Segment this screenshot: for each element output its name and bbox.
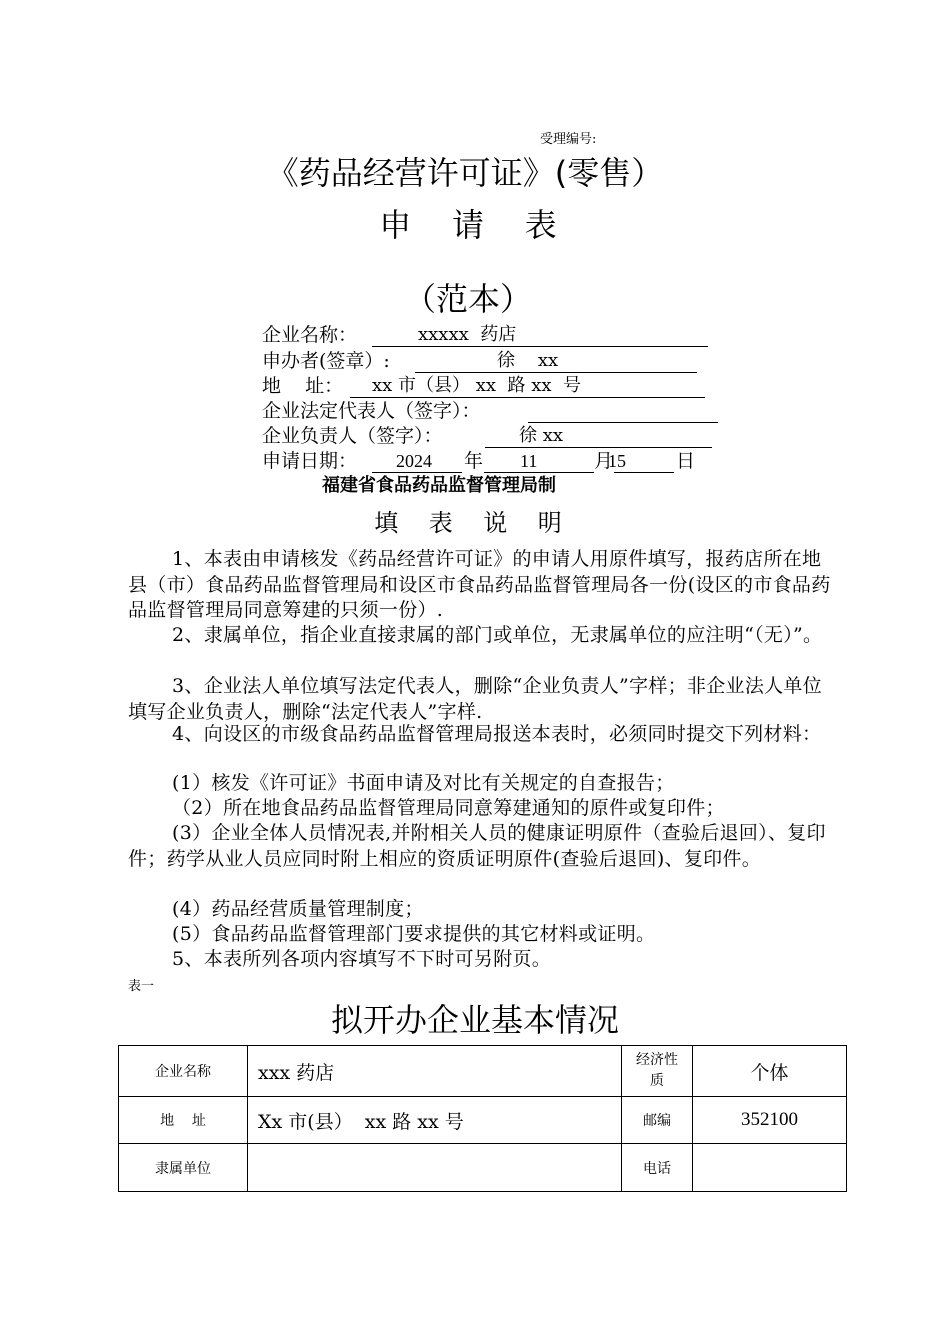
manager-field	[485, 424, 712, 448]
economic-nature-header: 经济性质	[622, 1046, 693, 1097]
economic-nature-cell: 个体	[693, 1046, 847, 1097]
table-row	[119, 1144, 847, 1192]
phone-header: 电话	[622, 1144, 693, 1192]
phone-cell	[693, 1144, 847, 1192]
company-name-cell: xxx 药店	[248, 1046, 622, 1097]
affiliated-unit-cell	[248, 1144, 622, 1192]
company-name-value: xxxxx 药店	[418, 324, 517, 345]
instruction-item-1: (1）核发《许可证》书面申请及对比有关规定的自查报告；	[172, 772, 675, 794]
legal-representative-label: 企业法定代表人（签字）：	[262, 400, 481, 422]
address-value: xx 市（县） xx 路 xx 号	[372, 375, 581, 396]
address-header: 地 址	[119, 1097, 248, 1144]
instructions-heading: 填 表 说 明	[374, 509, 562, 537]
application-date-label: 申请日期：	[262, 450, 358, 472]
manager-label: 企业负责人（签字）：	[262, 425, 443, 447]
instruction-paragraph-2: 2、隶属单位，指企业直接隶属的部门或单位，无隶属单位的应注明“（无）”。	[172, 624, 823, 646]
date-month-value: 11	[520, 451, 538, 471]
document-subtitle: 申 请 表	[379, 206, 557, 244]
date-day-unit: 日	[676, 450, 696, 472]
instruction-item-3: (3）企业全体人员情况表,并附相关人员的健康证明原件（查验后退回）、复印件；药学从业人员应同时附上相应的资质证明原件(查验后退回)、复印件。	[128, 822, 826, 870]
date-year-unit: 年	[464, 450, 484, 472]
applicant-value: 徐 xx	[497, 350, 559, 371]
company-name-field	[372, 323, 708, 347]
table-row	[119, 1046, 847, 1097]
postcode-header: 邮编	[622, 1097, 693, 1144]
applicant-field	[415, 349, 697, 373]
legal-representative-field	[528, 399, 718, 423]
affiliated-unit-header: 隶属单位	[119, 1144, 248, 1192]
date-year-field	[372, 449, 462, 473]
date-year-value: 2024	[396, 451, 432, 471]
table-number: 表一	[128, 979, 155, 994]
address-field	[350, 374, 705, 398]
document-title: 《药品经营许可证》(零售）	[266, 154, 664, 192]
issuer-line: 福建省食品药品监督管理局制	[322, 475, 556, 496]
acceptance-number-label: 受理编号:	[540, 132, 597, 147]
instruction-item-5: (5）食品药品监督管理部门要求提供的其它材料或证明。	[172, 923, 656, 945]
instruction-item-4: (4）药品经营质量管理制度；	[172, 898, 424, 920]
date-day-value: 15	[608, 451, 626, 471]
date-month-field	[484, 449, 594, 473]
table-row	[119, 1097, 847, 1144]
table-title: 拟开办企业基本情况	[330, 1001, 619, 1039]
instruction-paragraph-1: 1、本表由申请核发《药品经营许可证》的申请人用原件填写，报药店所在地县（市）食品药品监督管理局和设区市食品药品监督管理局各一份(设区的市食品药品监督管理局同意筹建的只须一份）.	[128, 548, 831, 621]
company-name-label: 企业名称：	[262, 324, 358, 346]
basic-info-table	[118, 1045, 847, 1192]
date-month-unit: 月	[594, 450, 614, 472]
date-day-field	[608, 449, 674, 473]
postcode-cell: 352100	[693, 1097, 847, 1144]
applicant-label: 申办者(签章）:	[262, 350, 390, 372]
instruction-paragraph-3: 3、企业法人单位填写法定代表人，删除“企业负责人”字样；非企业法人单位填写企业负责人，删除“法定代表人”字样.	[128, 675, 823, 723]
instruction-item-2: （2）所在地食品药品监督管理局同意筹建通知的原件或复印件；	[172, 797, 725, 819]
instruction-paragraph-5: 5、本表所列各项内容填写不下时可另附页。	[172, 948, 552, 970]
manager-value: 徐 xx	[519, 425, 564, 446]
company-name-header: 企业名称	[119, 1046, 248, 1097]
instruction-paragraph-4: 4、向设区的市级食品药品监督管理局报送本表时，必须同时提交下列材料：	[172, 723, 822, 745]
address-label: 地 址：	[262, 375, 344, 397]
sample-label: （范本）	[403, 280, 532, 318]
address-cell: Xx 市(县） xx 路 xx 号	[248, 1097, 622, 1144]
